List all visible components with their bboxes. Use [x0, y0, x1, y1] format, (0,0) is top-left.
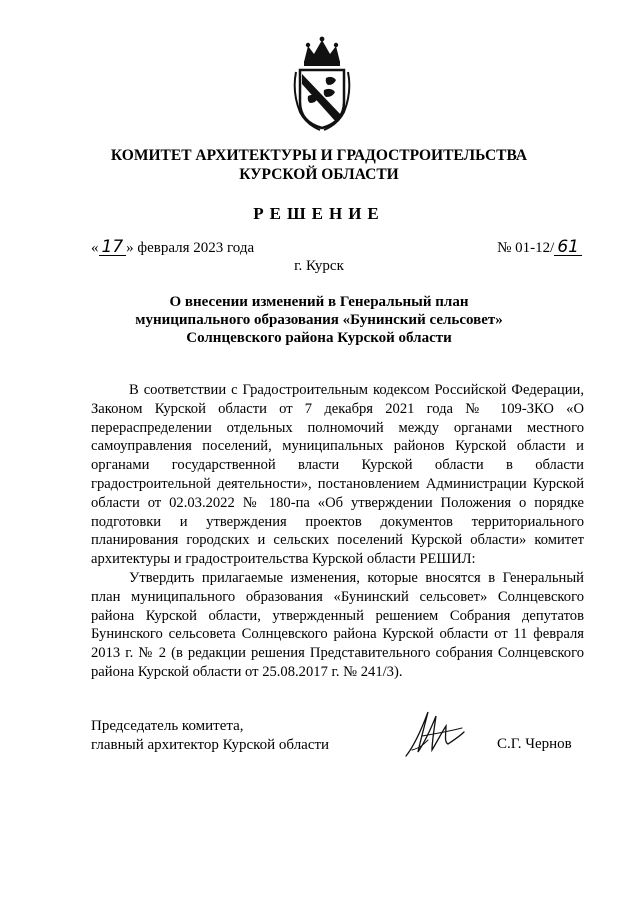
body-paragraph-preamble: В соответствии с Градостроительным кодексом Российской Федерации, Законом Курской области от 7 декабря 2021 года № 109-ЗКО «О перераспределении отдельных полномочий между органами местного самоуправления поселений, муниципальных районов Курской области и органами государственной власти Курской области в области градостроительной деятельности», постановлением Администрации Курской области от 02.03.2022 № 180-па «Об утверждении Положения о порядке подготовки и утверждения проектов документов территориального планирования городских и сельских поселений Курской области» комитет архитектуры и градостроительства Курской области РЕШИЛ: — [91, 382, 584, 568]
signatory-title — [91, 717, 329, 755]
signatory-name: С.Г. Чернов — [497, 736, 572, 752]
document-number — [497, 237, 582, 257]
subject-line2: муниципального образования «Бунинский сельсовет» — [135, 312, 503, 328]
body-paragraph-decision: Утвердить прилагаемые изменения, которые вносятся в Генеральный план муниципального образования «Бунинский сельсовет» Солнцевского района Курской области, утвержденный решением Собрания депутатов Бунинского сельсовета Солнцевского района Курской области от 11 февраля 2013 г. № 2 (в редакции решения Представительного собрания Солнцевского района Курской области от 25.08.2017 г. № 241/3). — [91, 569, 584, 680]
document-subject — [0, 293, 638, 347]
coat-of-arms-emblem — [290, 32, 354, 132]
issuing-organization — [0, 146, 638, 184]
number-prefix: № 01-12/ — [497, 240, 555, 256]
number-value-handwritten: 61 — [554, 240, 582, 256]
date-month-year: » февраля 2023 года — [126, 240, 255, 256]
document-body — [91, 381, 584, 682]
document-type-title: РЕШЕНИЕ — [253, 204, 385, 223]
subject-line3: Солнцевского района Курской области — [186, 330, 452, 346]
date-day-handwritten: 17 — [99, 240, 127, 256]
org-name-line1: КОМИТЕТ АРХИТЕКТУРЫ И ГРАДОСТРОИТЕЛЬСТВА — [110, 147, 528, 164]
signatory-title-line2: главный архитектор Курской области — [91, 737, 330, 753]
document-date — [91, 237, 255, 257]
document-city: г. Курск — [294, 258, 344, 274]
date-open-quote: « — [91, 240, 99, 256]
org-name-line2: КУРСКОЙ ОБЛАСТИ — [239, 166, 399, 183]
subject-line1: О внесении изменений в Генеральный план — [169, 294, 469, 310]
handwritten-signature — [402, 706, 468, 762]
signatory-title-line1: Председатель комитета, — [91, 718, 244, 734]
